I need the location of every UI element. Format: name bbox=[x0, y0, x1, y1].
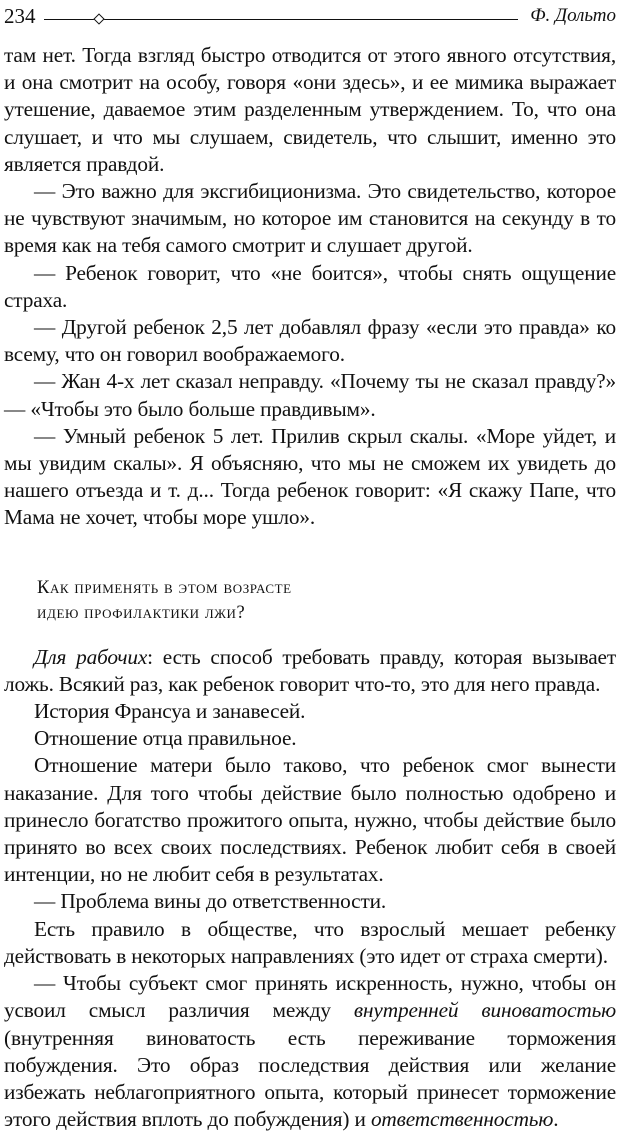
header-rule bbox=[44, 19, 518, 20]
section-heading bbox=[4, 576, 616, 626]
paragraph: — Ребенок говорит, что «не боится», чтобы снять ощущение страха. bbox=[4, 260, 616, 312]
paragraph: — Жан 4-х лет сказал неправду. «Почему ты не сказал правду?» — «Чтобы это было больше правдивым». bbox=[4, 369, 616, 421]
italic-phrase: ответственностью bbox=[370, 1107, 554, 1132]
section-spacer bbox=[4, 532, 616, 576]
paragraph: — Другой ребенок 2,5 лет добавлял фразу «если это правда» ко всему, что он говорил воображаемого. bbox=[4, 315, 616, 367]
header-diamond-ornament bbox=[93, 13, 104, 24]
italic-phrase: внутренней виноватостью bbox=[353, 998, 617, 1023]
italic-phrase: Для рабочих bbox=[34, 644, 148, 669]
paragraph: — Это важно для эксгибиционизма. Это свидетельство, которое не чувствуют значимым, но которое им становится на секунду в то время как на тебя самого смотрит и слушает другой. bbox=[4, 179, 616, 258]
section-heading-line-1: Как применять в этом возрасте bbox=[37, 577, 292, 598]
running-head: Ф. Дольто bbox=[530, 5, 616, 26]
paragraph: История Франсуа и занавесей. bbox=[34, 699, 306, 724]
paragraph: Отношение матери было таково, что ребенок смог вынести наказание. Для того чтобы действие было полностью одобрено и принесло богатство прожитого опыта, нужно, чтобы действие было принято во всех своих последствиях. Ребенок любит себя в своей интенции, но не любит себя в результатах. bbox=[4, 753, 616, 887]
paragraph: Отношение отца правильное. bbox=[34, 726, 297, 751]
page-body bbox=[4, 42, 616, 1133]
paragraph: — Умный ребенок 5 лет. Прилив скрыл скалы. «Море уйдет, и мы увидим скалы». Я объясняю, что мы не сможем их увидеть до нашего отъезда и т. д... Тогда ребенок говорит: «Я скажу Папе, что Мама не хочет, чтобы море ушло». bbox=[4, 423, 616, 530]
paragraph bbox=[4, 644, 616, 698]
page-header bbox=[4, 0, 616, 30]
paragraph: Есть правило в обществе, что взрослый мешает ребенку действовать в некоторых направлениях (это идет от страха смерти). bbox=[4, 916, 616, 968]
paragraph bbox=[4, 970, 616, 1133]
paragraph-text: : есть способ требовать правду, которая вызывает ложь. Всякий раз, как ребенок говорит что-то, это для него правда. bbox=[4, 644, 616, 696]
paragraph: — Проблема вины до ответственности. bbox=[34, 889, 387, 914]
paragraph-text: (внутренняя виноватость есть переживание торможения побуждения. Это образ последствия действия или желание избежать неблагоприятного опыта, который принесет торможение этого действия вплоть до побуждения) и bbox=[4, 1025, 616, 1132]
paragraph: там нет. Тогда взгляд быстро отводится от этого явного отсутствия, и она смотрит на особу, говоря «они здесь», и ее мимика выражает утешение, даваемое этим разделенным утверждением. То, что она слушает, и что мы слушаем, свидетель, что слышит, именно это является правдой. bbox=[4, 43, 616, 176]
section-heading-line-2: идею профилактики лжи? bbox=[37, 602, 246, 623]
page-number: 234 bbox=[4, 4, 36, 28]
paragraph-text: . bbox=[553, 1107, 559, 1132]
paragraph-text: — Чтобы субъект смог принять искренность, нужно, чтобы он усвоил смысл различия между bbox=[4, 971, 616, 1023]
